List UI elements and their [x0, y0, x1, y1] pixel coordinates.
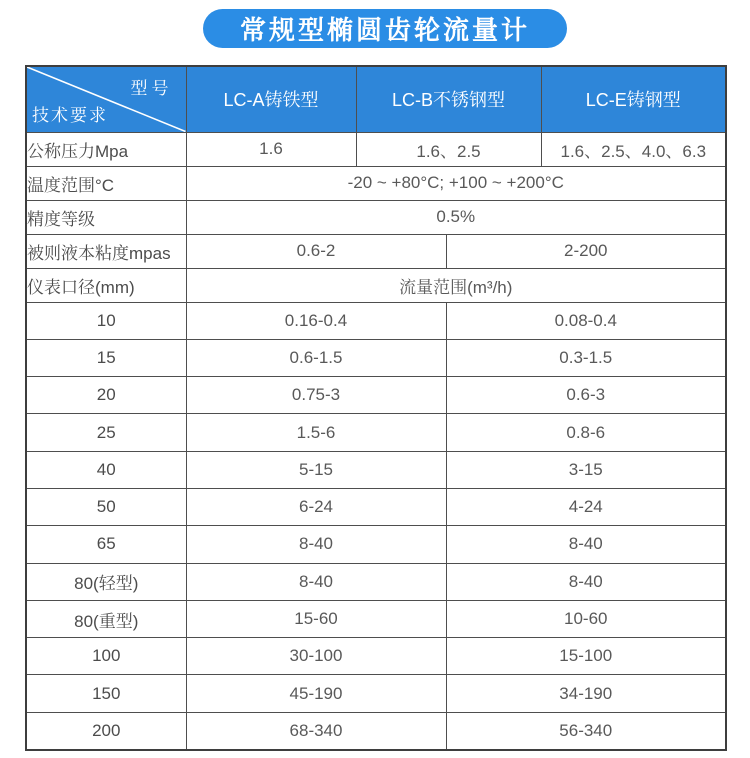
diameter-cell: 25 — [26, 414, 186, 451]
spec-value-cell: 1.6 — [186, 132, 356, 166]
flow-range-cell: 0.08-0.4 — [446, 302, 726, 339]
page-title-badge — [203, 9, 567, 48]
flow-range-cell: 8-40 — [186, 526, 446, 563]
flow-range-cell: 34-190 — [446, 675, 726, 712]
header-row — [26, 66, 726, 132]
flow-range-cell: 0.8-6 — [446, 414, 726, 451]
flow-row — [26, 600, 726, 637]
spec-row-accuracy — [26, 200, 726, 234]
page-title: 常规型椭圆齿轮流量计 — [239, 15, 530, 45]
diameter-cell: 15 — [26, 339, 186, 376]
spec-value-cell: -20 ~ +80°C; +100 ~ +200°C — [186, 166, 726, 200]
flow-row — [26, 414, 726, 451]
diameter-cell: 65 — [26, 526, 186, 563]
diameter-cell: 150 — [26, 675, 186, 712]
flow-row — [26, 377, 726, 414]
flow-row — [26, 339, 726, 376]
spec-label-cell: 公称压力Mpa — [26, 132, 186, 166]
diameter-cell: 50 — [26, 488, 186, 525]
flow-range-cell: 3-15 — [446, 451, 726, 488]
diameter-cell: 80(重型) — [26, 600, 186, 637]
diameter-cell: 20 — [26, 377, 186, 414]
spec-row-diameter-header — [26, 268, 726, 302]
flow-row — [26, 302, 726, 339]
spec-value-cell: 2-200 — [446, 234, 726, 268]
flow-range-cell: 0.16-0.4 — [186, 302, 446, 339]
spec-row-temperature — [26, 166, 726, 200]
flow-range-cell: 8-40 — [446, 526, 726, 563]
diameter-cell: 40 — [26, 451, 186, 488]
spec-label-cell: 仪表口径(mm) — [26, 268, 186, 302]
spec-label-cell: 温度范围°C — [26, 166, 186, 200]
flow-range-cell: 30-100 — [186, 638, 446, 675]
model-header-cell: LC-B不锈钢型 — [356, 66, 541, 132]
flow-row — [26, 638, 726, 675]
model-header-cell: LC-A铸铁型 — [186, 66, 356, 132]
model-header-cell: LC-E铸钢型 — [541, 66, 726, 132]
flow-range-cell: 0.3-1.5 — [446, 339, 726, 376]
spec-table — [25, 65, 727, 751]
diameter-cell: 100 — [26, 638, 186, 675]
flow-range-cell: 6-24 — [186, 488, 446, 525]
flow-range-cell: 8-40 — [446, 563, 726, 600]
flow-range-cell: 8-40 — [186, 563, 446, 600]
flow-range-cell: 10-60 — [446, 600, 726, 637]
spec-label-cell: 被则液本粘度mpas — [26, 234, 186, 268]
spec-value-cell: 1.6、2.5 — [356, 132, 541, 166]
flow-range-cell: 0.75-3 — [186, 377, 446, 414]
spec-row-pressure — [26, 132, 726, 166]
flow-range-cell: 45-190 — [186, 675, 446, 712]
spec-row-viscosity — [26, 234, 726, 268]
spec-value-cell: 0.5% — [186, 200, 726, 234]
flow-range-cell: 1.5-6 — [186, 414, 446, 451]
flow-range-cell: 68-340 — [186, 712, 446, 749]
diameter-cell: 80(轻型) — [26, 563, 186, 600]
flow-range-cell: 15-100 — [446, 638, 726, 675]
diameter-cell: 200 — [26, 712, 186, 749]
flow-row — [26, 488, 726, 525]
diameter-cell: 10 — [26, 302, 186, 339]
corner-label-model: 型号 — [130, 79, 173, 98]
flow-row — [26, 563, 726, 600]
flow-range-cell: 15-60 — [186, 600, 446, 637]
flow-range-cell: 0.6-3 — [446, 377, 726, 414]
spec-label-cell: 精度等级 — [26, 200, 186, 234]
corner-label-requirements: 技术要求 — [32, 105, 108, 125]
spec-value-cell: 0.6-2 — [186, 234, 446, 268]
flow-row — [26, 675, 726, 712]
flow-range-cell: 5-15 — [186, 451, 446, 488]
spec-value-cell: 1.6、2.5、4.0、6.3 — [541, 132, 726, 166]
flow-range-cell: 4-24 — [446, 488, 726, 525]
flow-range-cell: 0.6-1.5 — [186, 339, 446, 376]
flow-row — [26, 712, 726, 749]
flow-row — [26, 526, 726, 563]
corner-cell — [26, 66, 186, 132]
spec-value-cell: 流量范围(m³/h) — [186, 268, 726, 302]
flow-row — [26, 451, 726, 488]
flow-range-cell: 56-340 — [446, 712, 726, 749]
